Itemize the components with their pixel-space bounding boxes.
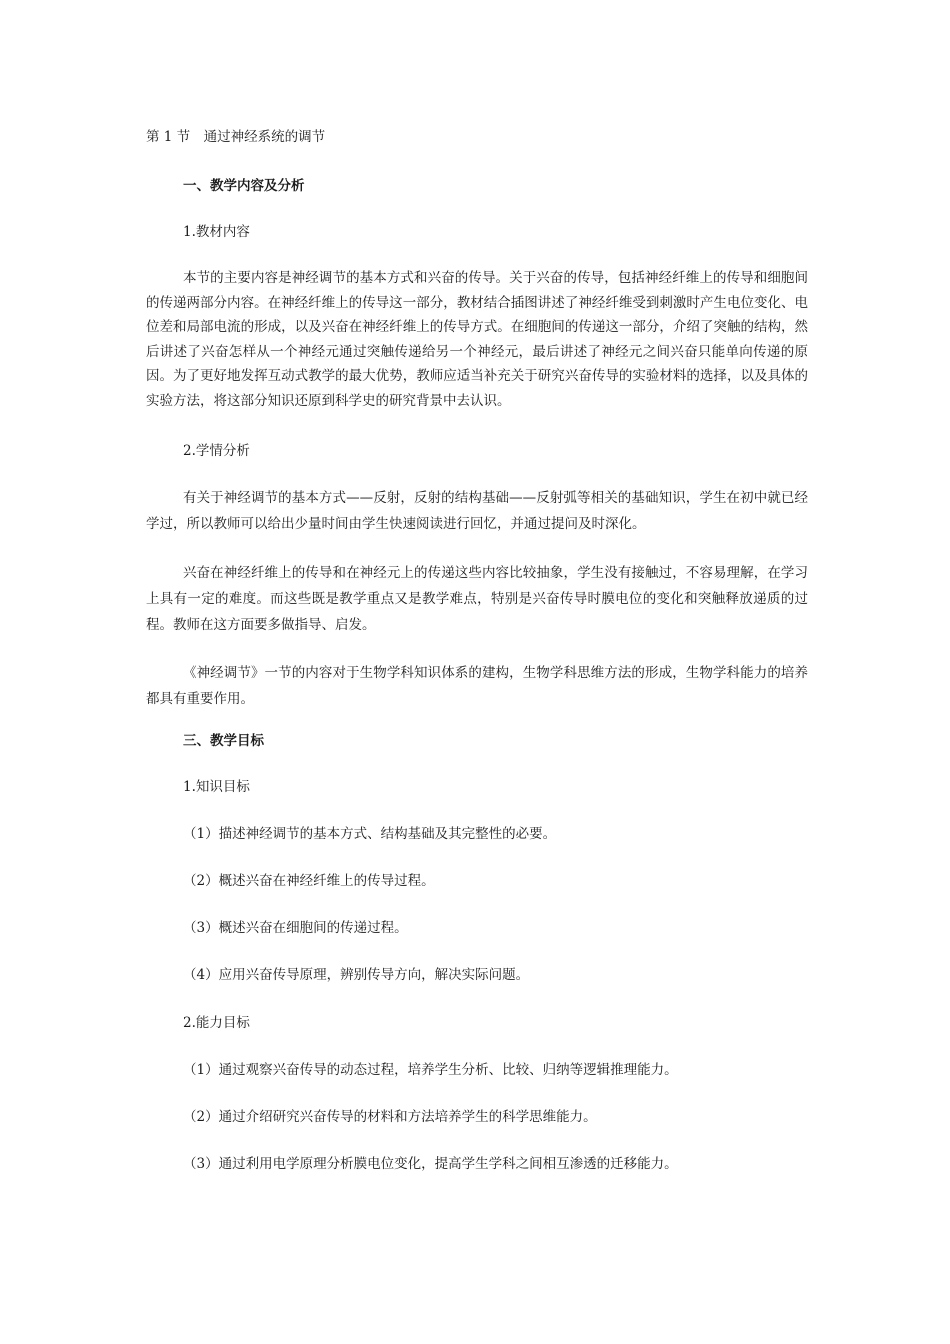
subheading-student-analysis: 2.学情分析 [183, 443, 250, 459]
subheading-ability-goals: 2.能力目标 [183, 1015, 250, 1031]
knowledge-goal-item: （1）描述神经调节的基本方式、结构基础及其完整性的必要。 [183, 826, 557, 842]
knowledge-goal-item: （3）概述兴奋在细胞间的传递过程。 [183, 920, 408, 936]
ability-goal-item: （3）通过利用电学原理分析膜电位变化，提高学生学科之间相互渗透的迁移能力。 [183, 1156, 678, 1172]
heading-teaching-goals: 三、教学目标 [183, 733, 264, 749]
subheading-textbook-content: 1.教材内容 [183, 224, 250, 240]
knowledge-goal-item: （2）概述兴奋在神经纤维上的传导过程。 [183, 873, 435, 889]
section-title: 第 1 节 通过神经系统的调节 [146, 129, 326, 145]
ability-goal-item: （1）通过观察兴奋传导的动态过程，培养学生分析、比较、归纳等逻辑推理能力。 [183, 1062, 678, 1078]
paragraph-student-analysis-1: 有关于神经调节的基本方式——反射，反射的结构基础——反射弧等相关的基础知识，学生在初中就已经学过，所以教师可以给出少量时间由学生快速阅读进行回忆，并通过提问及时深化。 [146, 490, 808, 532]
knowledge-goal-item: （4）应用兴奋传导原理，辨别传导方向，解决实际问题。 [183, 967, 530, 983]
paragraph-textbook-content: 本节的主要内容是神经调节的基本方式和兴奋的传导。关于兴奋的传导，包括神经纤维上的传导和细胞间的传递两部分内容。在神经纤维上的传导这一部分，教材结合插图讲述了神经纤维受到刺激时产生电位变化、电位差和局部电流的形成，以及兴奋在神经纤维上的传导方式。在细胞间的传递这一部分，介绍了突触的结构，然后讲述了兴奋怎样从一个神经元通过突触传递给另一个神经元，最后讲述了神经元之间兴奋只能单向传递的原因。为了更好地发挥互动式教学的最大优势，教师应适当补充关于研究兴奋传导的实验材料的选择，以及具体的实验方法，将这部分知识还原到科学史的研究背景中去认识。 [146, 270, 808, 409]
subheading-knowledge-goals: 1.知识目标 [183, 779, 250, 795]
paragraph-student-analysis-2: 兴奋在神经纤维上的传导和在神经元上的传递这些内容比较抽象，学生没有接触过，不容易理解，在学习上具有一定的难度。而这些既是教学重点又是教学难点，特别是兴奋传导时膜电位的变化和突触释放递质的过程。教师在这方面要多做指导、启发。 [146, 565, 808, 633]
heading-teaching-content: 一、教学内容及分析 [183, 178, 305, 194]
ability-goal-item: （2）通过介绍研究兴奋传导的材料和方法培养学生的科学思维能力。 [183, 1109, 597, 1125]
paragraph-student-analysis-3: 《神经调节》一节的内容对于生物学科知识体系的建构，生物学科思维方法的形成，生物学科能力的培养都具有重要作用。 [146, 665, 808, 707]
